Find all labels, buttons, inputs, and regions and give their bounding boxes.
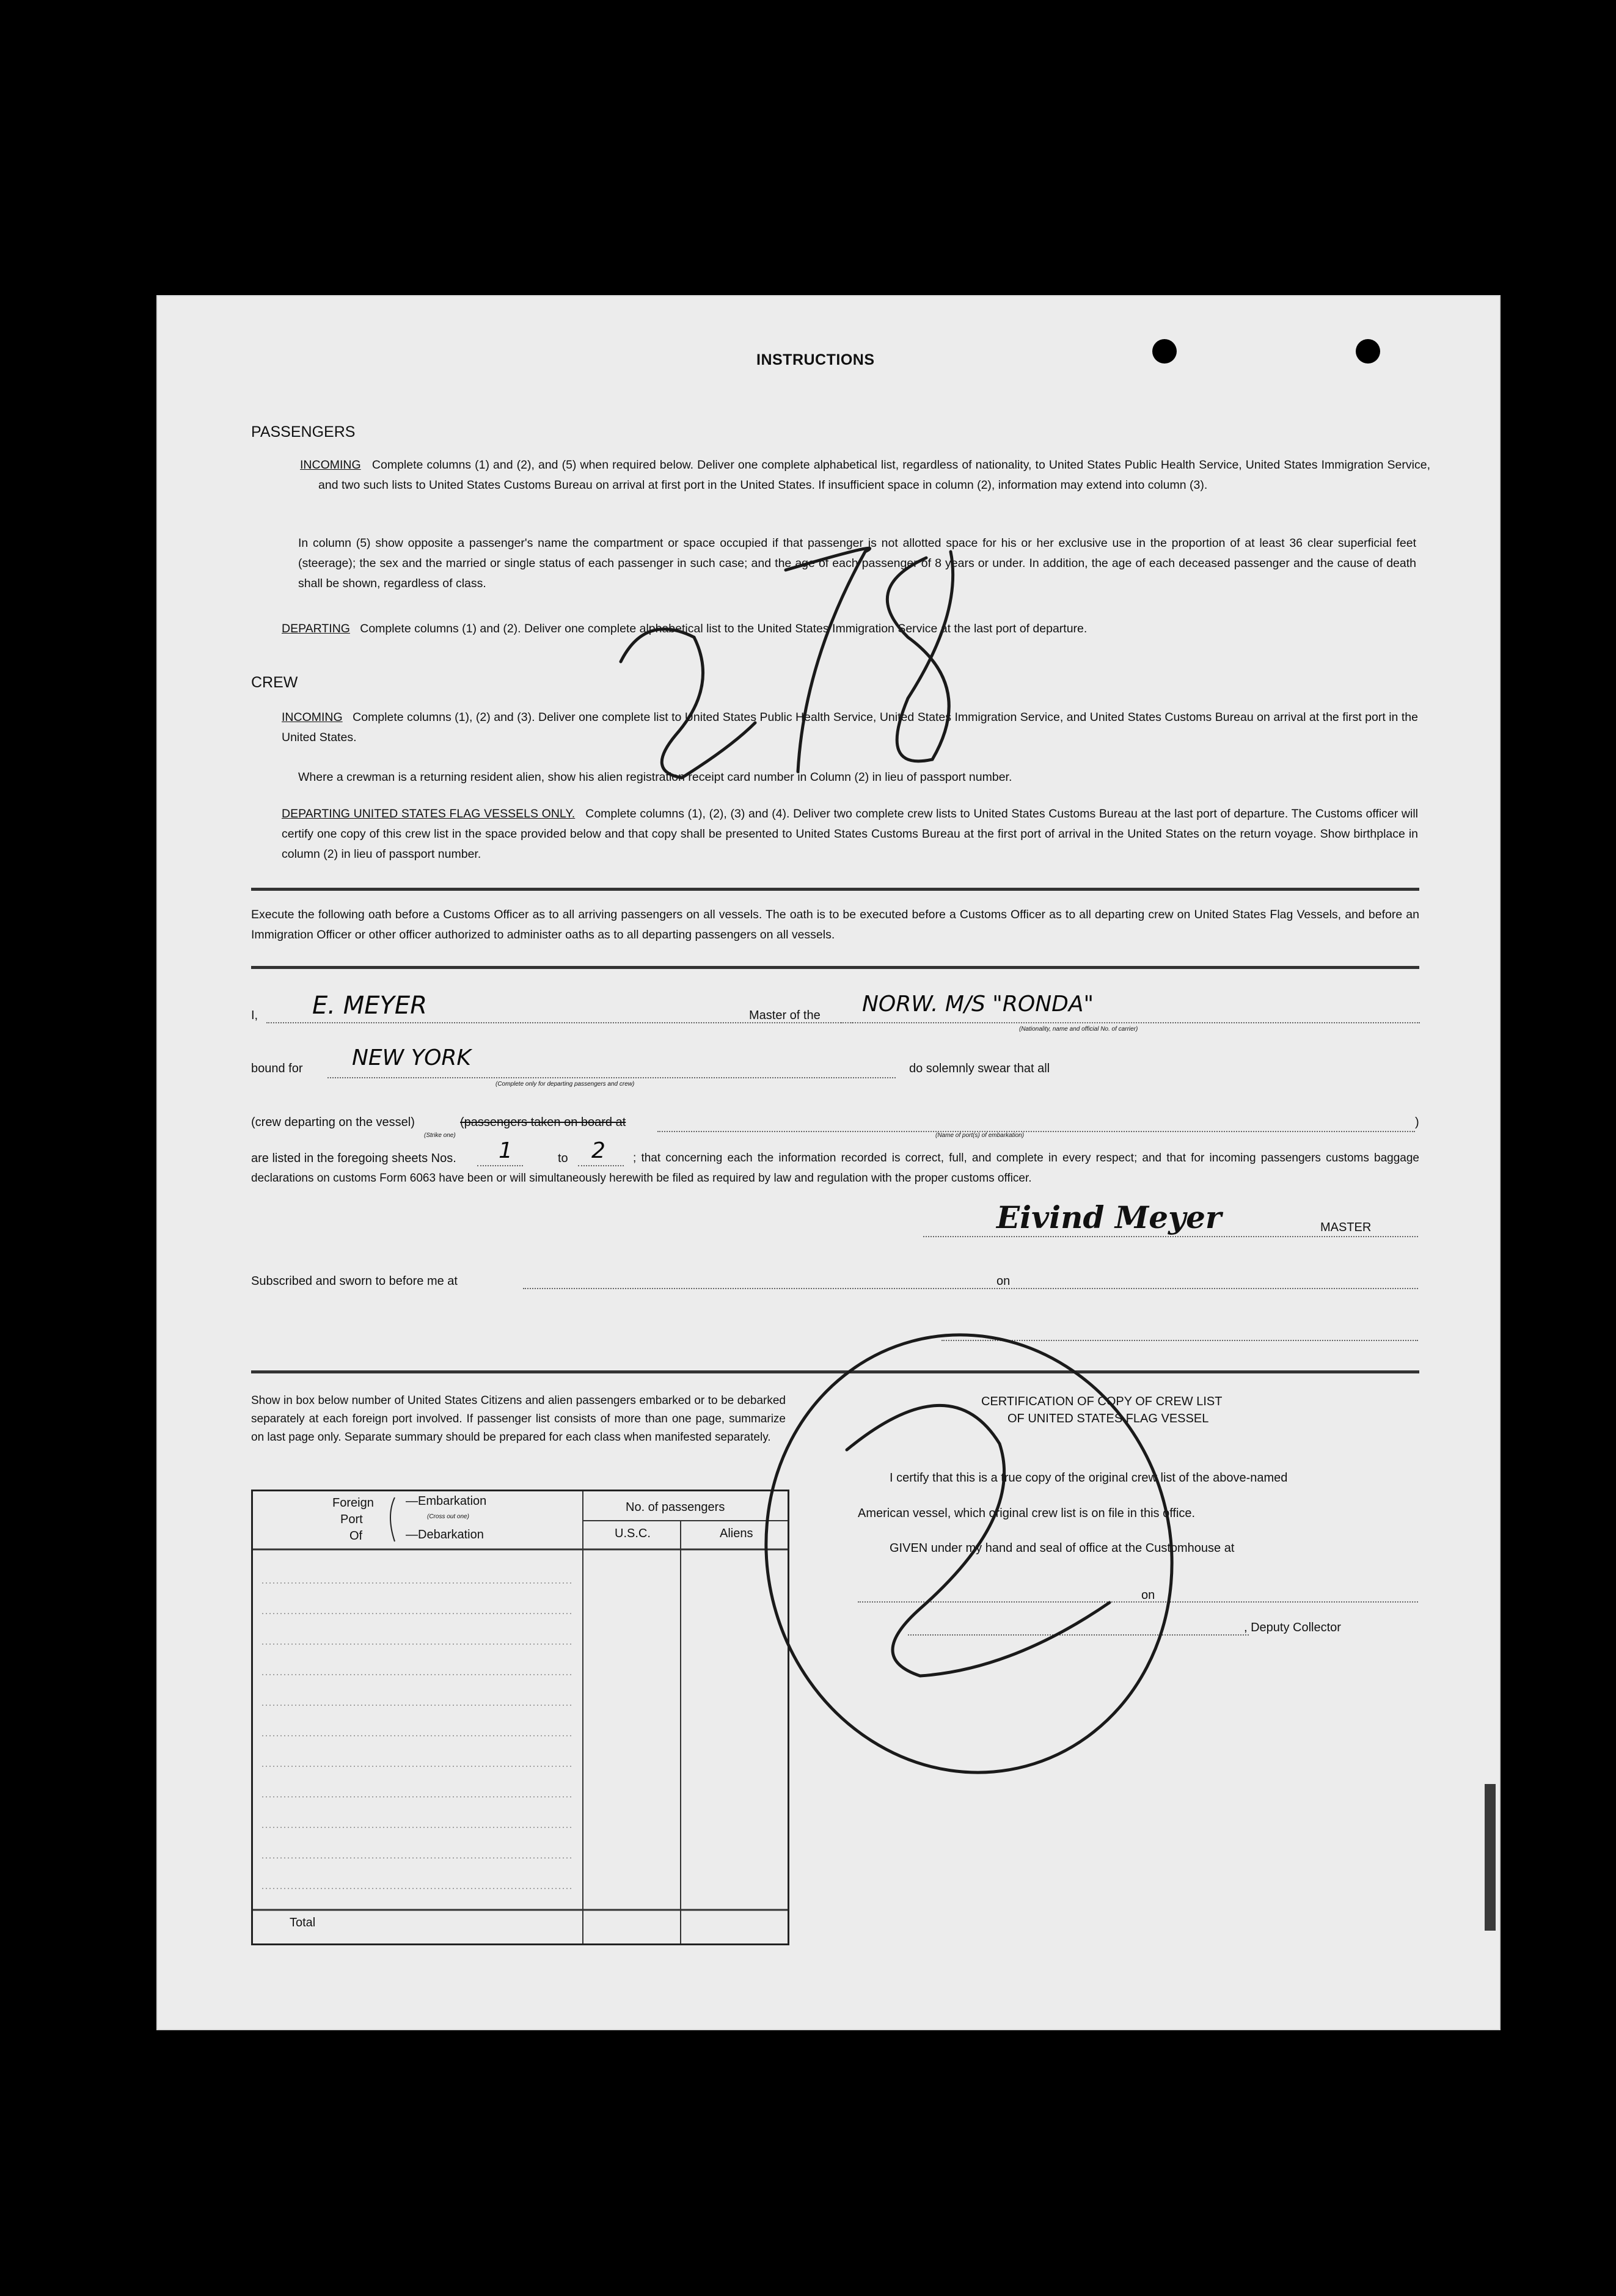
crew-departing-label: DEPARTING UNITED STATES FLAG VESSELS ONLY. — [282, 807, 576, 821]
cert-text-2: American vessel, which original crew list is on file in this office. — [858, 1507, 1196, 1520]
sheet-to: 2 — [591, 1138, 605, 1163]
crew-alien: Where a crewman is a returning resident alien, show his alien registration receipt card number in Column (2) in lieu of passport number. — [298, 770, 1012, 784]
cert-text-1: I certify that this is a true copy of the original crew list of the above-named — [890, 1471, 1288, 1485]
cert-on: on — [1141, 1589, 1155, 1602]
subscribed-label: Subscribed and sworn to before me at — [251, 1274, 458, 1288]
cert-title-2: OF UNITED STATES FLAG VESSEL — [1007, 1412, 1209, 1425]
bound-for-label: bound for — [251, 1062, 303, 1075]
crew-heading: CREW — [251, 674, 298, 691]
oath-i: I, — [251, 1009, 258, 1022]
aliens-label: Aliens — [720, 1527, 753, 1540]
passengers-struck: (passengers taken on board at — [460, 1116, 626, 1129]
pencil-annotations — [156, 295, 1501, 2030]
crew-departing-label-oath: (crew departing on the vessel) — [251, 1116, 415, 1129]
sheet-from: 1 — [499, 1138, 513, 1163]
master-of-label: Master of the — [749, 1009, 821, 1022]
master-name: E. MEYER — [312, 992, 427, 1020]
page-edge-mark — [1485, 1784, 1496, 1931]
crew-departing-text: Complete columns (1), (2), (3) and (4). Deliver two complete crew lists to United States Customs Bureau at the last port of departure. The Customs officer will certify one copy of this crew list in the space provided below and that copy shall be presented to United States Customs Bureau at the first port of arrival in the United States on the return voyage. Show birthplace in column (2) in lieu of passport number. — [282, 807, 1418, 861]
oath-intro: Execute the following oath before a Customs Officer as to all arriving passengers on all vessels. The oath is to be executed before a Customs Officer as to all departing crew on United States Flag Vessels, and before an Immigration Officer or other officer authorized to administer oaths as to all departing passengers on all vessels. — [251, 908, 1419, 941]
listed-label: are listed in the foregoing sheets Nos. — [251, 1152, 456, 1165]
listed-text: ; that concerning each the information recorded is correct, full, and complete in every respect; and that for incoming passengers customs baggage declarations on customs Form 6063 have been or will simultaneously herewith be filed as required by law and regulation with the proper customs officer. — [251, 1152, 1419, 1185]
departing-label: DEPARTING — [282, 622, 350, 635]
crew-incoming-label: INCOMING — [282, 711, 343, 724]
passengers-column5: In column (5) show opposite a passenger's name the compartment or space occupied if that passenger is not allotted space for his or her exclusive use in the proportion of at least 36 clear superficial feet (steerage); the sex and the married or single status of each passenger in such case; and the age of each passenger of 8 years or under. In addition, the age of each deceased passenger and the cause of death shall be shown, regardless of class. — [298, 536, 1416, 590]
ports-caption: (Name of port(s) of embarkation) — [935, 1132, 1025, 1139]
embarkation-label: —Embarkation — [406, 1494, 487, 1508]
close-paren: ) — [1415, 1116, 1419, 1129]
no-passengers-label: No. of passengers — [626, 1501, 725, 1514]
page-title: INSTRUCTIONS — [756, 351, 875, 368]
total-label: Total — [290, 1916, 316, 1929]
debarkation-label: —Debarkation — [406, 1528, 484, 1541]
usc-label: U.S.C. — [615, 1527, 651, 1540]
summary-instructions: Show in box below number of United States Citizens and alien passengers embarked or to be debarked separately at each foreign port involved. If passenger list consists of more than one page, summarize on last page only. Separate summary should be prepared for each class when manifested separately. — [251, 1394, 786, 1444]
form-page — [156, 295, 1501, 2030]
bound-caption: (Complete only for departing passengers and crew) — [495, 1081, 635, 1088]
subscribed-on: on — [996, 1274, 1011, 1288]
departing-text: Complete columns (1) and (2). Deliver one complete alphabetical list to the United States Immigration Service at the last port of departure. — [360, 622, 1088, 635]
vessel-caption: (Nationality, name and official No. of carrier) — [1019, 1026, 1138, 1033]
strike-caption: (Strike one) — [424, 1132, 456, 1139]
swear-label: do solemnly swear that all — [909, 1062, 1050, 1075]
port-label: Port — [340, 1513, 363, 1526]
passengers-heading: PASSENGERS — [251, 423, 356, 441]
cert-title-1: CERTIFICATION OF COPY OF CREW LIST — [981, 1395, 1223, 1408]
incoming-text: Complete columns (1) and (2), and (5) when required below. Deliver one complete alphabetical list, regardless of nationality, to United States Public Health Service, United States Immigration Service, and two such lists to United States Customs Bureau on arrival at first port in the United States. If insufficient space in column (2), information may extend into column (3). — [318, 458, 1430, 492]
deputy-collector: , Deputy Collector — [1244, 1621, 1341, 1634]
foreign-label: Foreign — [332, 1496, 374, 1510]
vessel-name: NORW. M/S "RONDA" — [862, 992, 1094, 1017]
master-signature: Eivind Meyer — [996, 1199, 1222, 1235]
bound-for-value: NEW YORK — [352, 1045, 472, 1070]
cert-text-3: GIVEN under my hand and seal of office at the Customhouse at — [890, 1541, 1235, 1555]
of-label: Of — [349, 1529, 363, 1543]
cross-out-caption: (Cross out one) — [427, 1513, 469, 1520]
crew-incoming-text: Complete columns (1), (2) and (3). Deliver one complete list to United States Public Health Service, United States Immigration Service, and United States Customs Bureau on arrival at the first port in the United States. — [282, 711, 1418, 744]
to-label: to — [558, 1152, 568, 1165]
master-label: MASTER — [1320, 1221, 1372, 1234]
incoming-label: INCOMING — [300, 458, 361, 472]
